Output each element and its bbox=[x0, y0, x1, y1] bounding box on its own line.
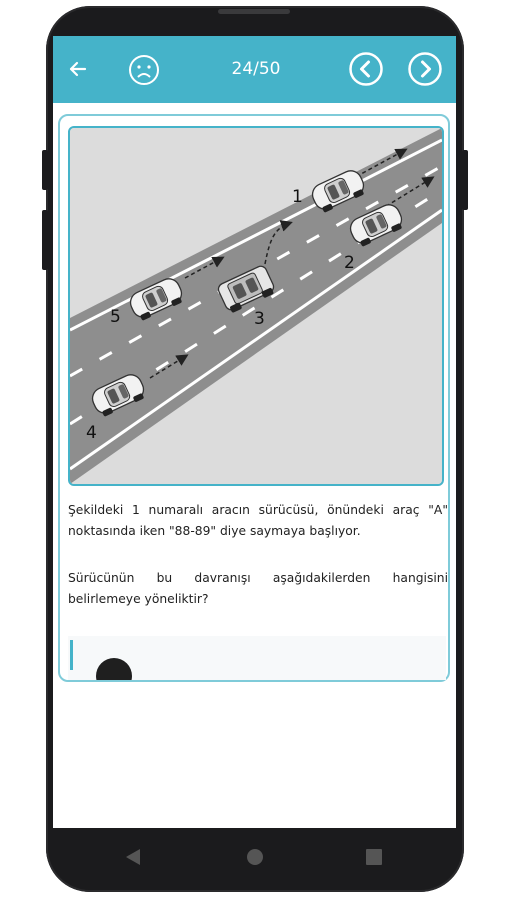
question-card bbox=[58, 114, 450, 682]
previous-question-button[interactable] bbox=[348, 51, 384, 87]
question-text-2: Sürücünün bu davranışı aşağıdakilerden hangisini belirlemeye yöneliktir? bbox=[68, 571, 448, 606]
circle-home-icon[interactable] bbox=[246, 848, 264, 866]
system-navigation-bar bbox=[53, 828, 456, 884]
phone-side-button bbox=[42, 210, 48, 270]
answer-option[interactable] bbox=[68, 636, 446, 680]
triangle-back-icon[interactable] bbox=[125, 848, 141, 866]
question-counter: 24/50 bbox=[231, 59, 281, 79]
question-figure bbox=[68, 126, 444, 486]
circle-arrow-right-icon bbox=[407, 51, 443, 87]
car-label-2: 2 bbox=[344, 253, 355, 273]
phone-side-button bbox=[462, 150, 468, 210]
phone-speaker bbox=[218, 9, 290, 14]
car-label-1: 1 bbox=[292, 187, 303, 207]
arrow-left-icon bbox=[65, 56, 91, 82]
question-text-1: Şekildeki 1 numaralı aracın sürücüsü, önündeki araç "A" noktasında iken "88-89" diye saymaya başlıyor. bbox=[68, 503, 448, 538]
square-recents-icon[interactable] bbox=[366, 849, 382, 865]
car-label-5: 5 bbox=[110, 307, 121, 327]
answer-option-badge bbox=[96, 658, 132, 680]
next-question-button[interactable] bbox=[407, 51, 443, 87]
circle-arrow-left-icon bbox=[348, 51, 384, 87]
answer-accent-bar bbox=[70, 640, 73, 670]
car-label-3: 3 bbox=[254, 309, 265, 329]
app-screen bbox=[53, 36, 456, 828]
app-bar bbox=[53, 36, 456, 103]
road-illustration bbox=[70, 128, 442, 484]
phone-side-button bbox=[42, 150, 48, 190]
sad-face-icon[interactable] bbox=[127, 53, 161, 87]
car-label-4: 4 bbox=[86, 423, 97, 443]
back-button[interactable] bbox=[65, 56, 91, 82]
